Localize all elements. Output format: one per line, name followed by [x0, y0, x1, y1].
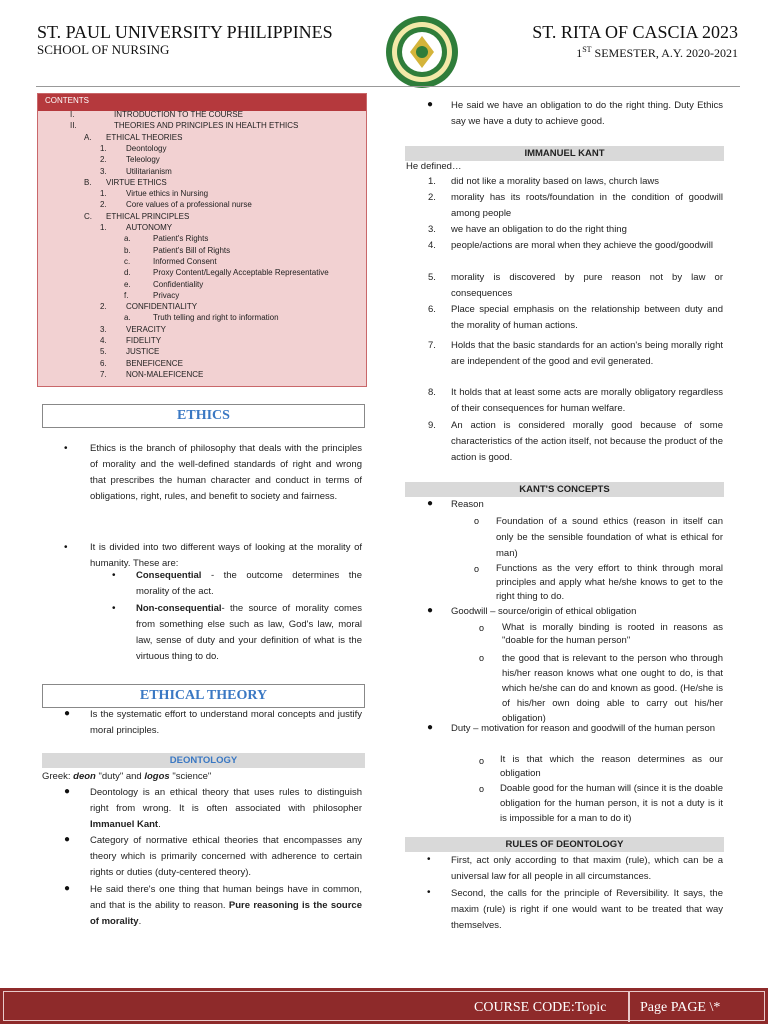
contents-marker: II. — [70, 121, 77, 131]
deontology-bullet-3 — [90, 882, 362, 930]
deontology-b1-end: . — [158, 819, 161, 830]
bullet-icon: • — [112, 570, 116, 581]
contents-item: NON-MALEFICENCE — [126, 369, 204, 379]
bullet-icon: ● — [64, 834, 71, 845]
ethics-heading: ETHICS — [42, 404, 365, 428]
footer-divider — [628, 992, 630, 1022]
contents-item: Proxy Content/Legally Acceptable Representative — [153, 268, 329, 278]
kant-item-text: morality has its roots/foundation in the condition of goodwill among people — [451, 192, 723, 219]
semester-number: 1 — [576, 46, 583, 60]
contents-marker: b. — [124, 245, 131, 255]
contents-item: Utilitarianism — [126, 166, 172, 176]
kant-item-number: 5. — [428, 272, 436, 283]
kant-item-text: An action is considered morally good because of some characteristics of the action itself, not because the product of the action is good. — [451, 420, 723, 463]
contents-item: Patient's Bill of Rights — [153, 245, 231, 255]
ethics-division: It is divided into two different ways of looking at the morality of humanity. These are: — [90, 542, 362, 569]
bullet-icon: • — [427, 854, 431, 865]
deon-meaning: "duty" and — [95, 771, 145, 782]
contents-marker: 2. — [100, 302, 107, 312]
rules-of-deontology-heading: RULES OF DEONTOLOGY — [405, 837, 724, 852]
greek-prefix: Greek: — [42, 771, 74, 782]
contents-marker: 2. — [100, 200, 107, 210]
consequential-item — [136, 568, 362, 600]
contents-item: JUSTICE — [126, 347, 160, 357]
contents-marker: e. — [124, 279, 131, 289]
deontology-greek — [42, 769, 362, 785]
deon-term: deon — [73, 771, 96, 782]
immanuel-kant-heading: IMMANUEL KANT — [405, 146, 724, 161]
bullet-icon: • — [64, 542, 68, 553]
nonconsequential-text: - the source of morality comes from something else such as law, God's law, moral law, sense of duty and your definition of what is the virtuous thing to do. — [136, 603, 362, 662]
contents-item: ETHICAL THEORIES — [106, 132, 183, 142]
duty-item: Duty – motivation for reason and goodwill of the human person — [451, 723, 716, 734]
ethical-theory-heading: ETHICAL THEORY — [42, 684, 365, 708]
deontology-bullet-1 — [90, 785, 362, 833]
contents-item: AUTONOMY — [126, 223, 173, 232]
contents-marker: 4. — [100, 336, 107, 345]
contents-marker: 3. — [100, 324, 107, 334]
contents-item: Patient's Rights — [153, 234, 209, 244]
semester-text: SEMESTER, A.Y. 2020-2021 — [591, 46, 738, 60]
he-defined-label: He defined… — [406, 161, 462, 172]
semester-line — [532, 42, 738, 61]
header-left — [37, 22, 333, 57]
kant-item-number: 1. — [428, 176, 436, 187]
page-number-field: Page PAGE \* — [640, 1000, 721, 1015]
contents-marker: 7. — [100, 369, 107, 379]
contents-marker: a. — [124, 313, 131, 323]
goodwill-sub-1: What is morally binding is rooted in reasons as "doable for the human person" — [502, 622, 723, 646]
contents-marker: c. — [124, 256, 131, 266]
contents-marker: 1. — [100, 189, 107, 199]
contents-item: FIDELITY — [126, 336, 162, 345]
deontology-b3-text: He said there's one thing that human beings have in common, and that is the ability to reason. — [90, 884, 362, 911]
kant-item-text: Holds that the basic standards for an action's being morally right are independent of the good and evil generated. — [451, 340, 723, 367]
goodwill-item: Goodwill – source/origin of ethical obligation — [451, 606, 637, 617]
consequential-text: - the outcome determines the morality of the act. — [136, 570, 362, 597]
contents-item: Truth telling and right to information — [153, 313, 279, 323]
footer-frame — [3, 991, 765, 1021]
page-footer — [0, 988, 768, 1024]
university-name: ST. PAUL UNIVERSITY PHILIPPINES — [37, 22, 333, 42]
circle-bullet-icon: o — [474, 516, 480, 526]
bullet-icon: ● — [427, 605, 434, 616]
header-right — [532, 22, 738, 61]
contents-title: CONTENTS — [38, 94, 366, 111]
kant-item-number: 3. — [428, 224, 436, 235]
contents-item: VIRTUE ETHICS — [106, 177, 167, 187]
kant-item-text: we have an obligation to do the right thing — [451, 224, 627, 235]
kant-item-number: 9. — [428, 420, 436, 431]
kant-item-number: 8. — [428, 387, 436, 398]
circle-bullet-icon: o — [479, 756, 485, 766]
obligation-bullet: He said we have an obligation to do the right thing. Duty Ethics say we have a duty to achieve good. — [451, 100, 723, 127]
university-seal-icon — [384, 14, 460, 90]
contents-item: BENEFICENCE — [126, 358, 183, 368]
circle-bullet-icon: o — [479, 784, 485, 794]
contents-marker: I. — [70, 110, 75, 119]
circle-bullet-icon: o — [479, 623, 485, 633]
deontology-b1-text: Deontology is an ethical theory that uses rules to distinguish right from wrong. It is often associated with philosopher — [90, 787, 362, 814]
semester-suffix: ST — [582, 45, 592, 54]
contents-item: VERACITY — [126, 324, 167, 334]
bullet-icon: ● — [64, 786, 71, 797]
contents-marker: B. — [84, 177, 92, 187]
nonconsequential-item — [136, 601, 362, 665]
contents-marker: 1. — [100, 143, 107, 153]
contents-item: Core values of a professional nurse — [126, 200, 252, 210]
contents-marker: C. — [84, 211, 92, 221]
nonconsequential-term: Non-consequential — [136, 603, 222, 614]
contents-marker: 6. — [100, 358, 107, 368]
consequential-term: Consequential — [136, 570, 202, 581]
kant-item-text: It holds that at least some acts are morally obligatory regardless of their consequences for human welfare. — [451, 387, 723, 414]
course-code: COURSE CODE:Topic — [474, 1000, 607, 1015]
contents-item: INTRODUCTION TO THE COURSE — [114, 110, 243, 119]
kant-item-text: people/actions are moral when they achieve the good/goodwill — [451, 240, 713, 251]
contents-marker: A. — [84, 132, 92, 142]
school-name: SCHOOL OF NURSING — [37, 42, 170, 57]
bullet-icon: • — [112, 603, 116, 614]
kant-item-text: did not like a morality based on laws, church laws — [451, 176, 660, 187]
kant-item-number: 7. — [428, 340, 436, 351]
bullet-icon: ● — [427, 498, 434, 509]
reason-sub-1: Foundation of a sound ethics (reason in itself can only be the sensible foundation of what is ethical for man) — [496, 516, 723, 559]
contents-item: Virtue ethics in Nursing — [126, 189, 209, 199]
contents-marker: d. — [124, 268, 131, 278]
contents-item: Informed Consent — [153, 256, 217, 266]
kant-item-text: morality is discovered by pure reason not by law or consequences — [451, 272, 723, 299]
kant-item-number: 4. — [428, 240, 436, 251]
header-divider — [36, 86, 740, 87]
kants-concepts-heading: KANT'S CONCEPTS — [405, 482, 724, 497]
bullet-icon: ● — [427, 722, 434, 733]
circle-bullet-icon: o — [479, 653, 485, 663]
kant-item-number: 6. — [428, 304, 436, 315]
duty-sub-1: It is that which the reason determines as our obligation — [500, 754, 723, 779]
bullet-icon: ● — [64, 883, 71, 894]
logos-term: logos — [144, 771, 170, 782]
contents-box — [37, 93, 367, 387]
contents-item: Deontology — [126, 143, 167, 153]
batch-name: ST. RITA OF CASCIA 2023 — [532, 22, 738, 42]
rule-1: First, act only according to that maxim (rule), which can be a universal law for all people in all circumstances. — [451, 855, 723, 882]
bullet-icon: • — [64, 443, 68, 454]
contents-item: ETHICAL PRINCIPLES — [106, 211, 190, 221]
contents-marker: 1. — [100, 223, 107, 232]
contents-item: CONFIDENTIALITY — [126, 302, 198, 312]
ethics-definition: Ethics is the branch of philosophy that deals with the principles of morality and the well-defined standards of right and wrong that prescribes the human character and conduct in terms of obligations, right, rules, and benefit to society and fairness. — [90, 443, 362, 502]
contents-marker: a. — [124, 234, 131, 244]
bullet-icon: ● — [427, 99, 434, 110]
immanuel-kant-name: Immanuel Kant — [90, 819, 159, 830]
kant-item-text: Place special emphasis on the relationship between duty and the morality of human actions. — [451, 304, 723, 331]
ethical-theory-definition: Is the systematic effort to understand moral concepts and justify moral principles. — [90, 709, 362, 736]
duty-sub-2: Doable good for the human will (since it is the doable obligation for the human person, it is not a duty is it is impossible for a man to do it) — [500, 783, 723, 824]
contents-marker: 2. — [100, 155, 107, 165]
contents-item: THEORIES AND PRINCIPLES IN HEALTH ETHICS — [114, 121, 299, 131]
reason-item: Reason — [451, 499, 484, 510]
logos-meaning: "science" — [169, 771, 212, 782]
goodwill-sub-2: the good that is relevant to the person who through his/her reason knows what one ought to do, is that which he/she can do and known as good. (He/she is of his/her own doing able to carry out his/her obligation) — [502, 653, 723, 724]
contents-marker: f. — [124, 290, 129, 300]
reason-sub-2: Functions as the very effort to think through moral principles and apply what he/she knows to get to the right thing to do. — [496, 563, 723, 602]
deontology-heading: DEONTOLOGY — [42, 753, 365, 768]
bullet-icon: ● — [64, 708, 71, 719]
rule-2: Second, the calls for the principle of Reversibility. It says, the maxim (rule) is right if one would want to be treated that way themselves. — [451, 888, 723, 931]
deontology-b3-end: . — [138, 916, 142, 927]
bullet-icon: • — [427, 887, 431, 898]
kant-item-number: 2. — [428, 192, 436, 203]
contents-item: Teleology — [126, 155, 160, 165]
contents-marker: 3. — [100, 166, 107, 176]
pure-reasoning-text: Pure reasoning is the source of morality — [90, 900, 363, 927]
contents-item: Privacy — [153, 290, 180, 300]
circle-bullet-icon: o — [474, 564, 480, 574]
contents-marker: 5. — [100, 347, 107, 357]
contents-item: Confidentiality — [153, 279, 204, 289]
deontology-bullet-2: Category of normative ethical theories that encompasses any theory which is primarily concerned with adherence to certain rights or duties (duty-centered theory). — [90, 835, 362, 878]
